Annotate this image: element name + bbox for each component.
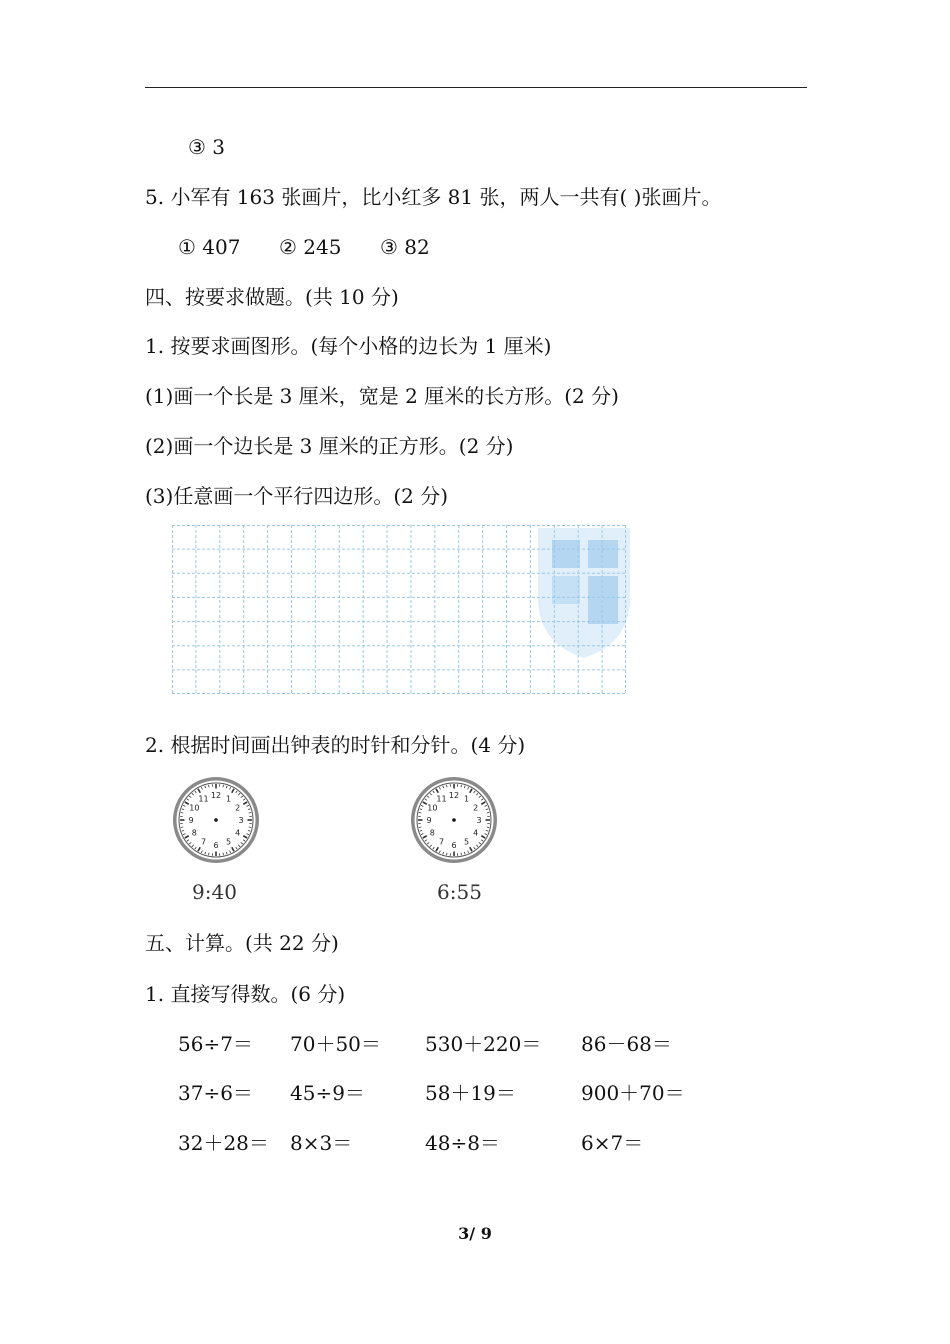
q5-option-2: ② 245 <box>279 235 342 259</box>
clock-number: 10 <box>189 803 200 813</box>
s5-question-1: 1. 直接写得数。(6 分) <box>145 982 346 1006</box>
calc-item: 56÷7＝ <box>178 1032 253 1056</box>
clock-number: 1 <box>225 794 232 804</box>
clock-number: 4 <box>473 828 479 838</box>
clock-number: 8 <box>191 828 197 838</box>
clock-number: 12 <box>210 791 222 800</box>
section-4-title: 四、按要求做题。(共 10 分) <box>145 285 399 309</box>
clock-tick <box>461 785 462 787</box>
s4-question-1-1: (1)画一个长是 3 厘米，宽是 2 厘米的长方形。(2 分) <box>145 384 619 408</box>
calc-item: 900＋70＝ <box>581 1081 685 1105</box>
calc-item: 8×3＝ <box>290 1131 353 1155</box>
drawing-grid[interactable] <box>172 525 626 694</box>
calc-item: 58＋19＝ <box>425 1081 516 1105</box>
clock-tick <box>419 813 421 814</box>
s4-question-1-3: (3)任意画一个平行四边形。(2 分) <box>145 484 449 508</box>
s4-question-2: 2. 根据时间画出钟表的时针和分针。(4 分) <box>145 733 526 757</box>
q5-option-1: ① 407 <box>178 235 241 259</box>
clock-tick <box>487 827 489 828</box>
clock-number: 5 <box>463 837 470 847</box>
calc-item: 32＋28＝ <box>178 1131 269 1155</box>
clock-tick <box>209 853 210 855</box>
section-5-title: 五、计算。(共 22 分) <box>145 931 339 955</box>
clock-tick <box>249 813 251 814</box>
clock-center-dot <box>214 818 218 822</box>
clock-number: 3 <box>238 816 244 825</box>
clock-number: 10 <box>427 803 438 813</box>
clock-number: 8 <box>429 828 435 838</box>
clock-number: 2 <box>235 803 241 813</box>
clock-tick <box>181 827 183 828</box>
calc-item: 6×7＝ <box>581 1131 644 1155</box>
clock-tick <box>223 853 224 855</box>
s4-question-1-2: (2)画一个边长是 3 厘米的正方形。(2 分) <box>145 434 514 458</box>
clock-tick <box>223 785 224 787</box>
clock-number: 5 <box>225 837 232 847</box>
clock-tick <box>461 853 462 855</box>
clock-number: 11 <box>436 794 447 804</box>
clock-tick <box>487 813 489 814</box>
calc-item: 37÷6＝ <box>178 1081 253 1105</box>
clock-tick <box>249 827 251 828</box>
clock-face[interactable] <box>171 775 261 865</box>
clock-number: 6 <box>213 841 219 850</box>
calc-item: 48÷8＝ <box>425 1131 500 1155</box>
clock-tick <box>447 785 448 787</box>
clock-number: 9 <box>188 816 194 825</box>
calc-item: 70＋50＝ <box>290 1032 381 1056</box>
clock-tick <box>209 785 210 787</box>
question-5: 5. 小军有 163 张画片，比小红多 81 张，两人一共有( )张画片。 <box>145 185 722 209</box>
clock-number: 2 <box>473 803 479 813</box>
clock-time-label: 9:40 <box>192 880 237 904</box>
s4-question-1: 1. 按要求画图形。(每个小格的边长为 1 厘米) <box>145 334 552 358</box>
calc-item: 530＋220＝ <box>425 1032 542 1056</box>
clock-number: 7 <box>200 837 207 847</box>
page-number: 3/ 9 <box>458 1224 492 1243</box>
clock-number: 9 <box>426 816 432 825</box>
clock-tick <box>181 813 183 814</box>
calc-item: 45÷9＝ <box>290 1081 365 1105</box>
q5-option-3: ③ 82 <box>380 235 430 259</box>
clock-number: 6 <box>451 841 457 850</box>
clock-number: 7 <box>438 837 445 847</box>
clock-number: 3 <box>476 816 482 825</box>
clock-time-label: 6:55 <box>437 880 482 904</box>
clock-face[interactable] <box>409 775 499 865</box>
clock-number: 11 <box>198 794 209 804</box>
q4-option-3: ③ 3 <box>188 135 226 159</box>
clock-center-dot <box>452 818 456 822</box>
clock-number: 1 <box>463 794 470 804</box>
clock-tick <box>447 853 448 855</box>
calc-item: 86－68＝ <box>581 1032 672 1056</box>
clock-tick <box>419 827 421 828</box>
clock-number: 12 <box>448 791 460 800</box>
clock-number: 4 <box>235 828 241 838</box>
header-rule <box>145 87 807 88</box>
